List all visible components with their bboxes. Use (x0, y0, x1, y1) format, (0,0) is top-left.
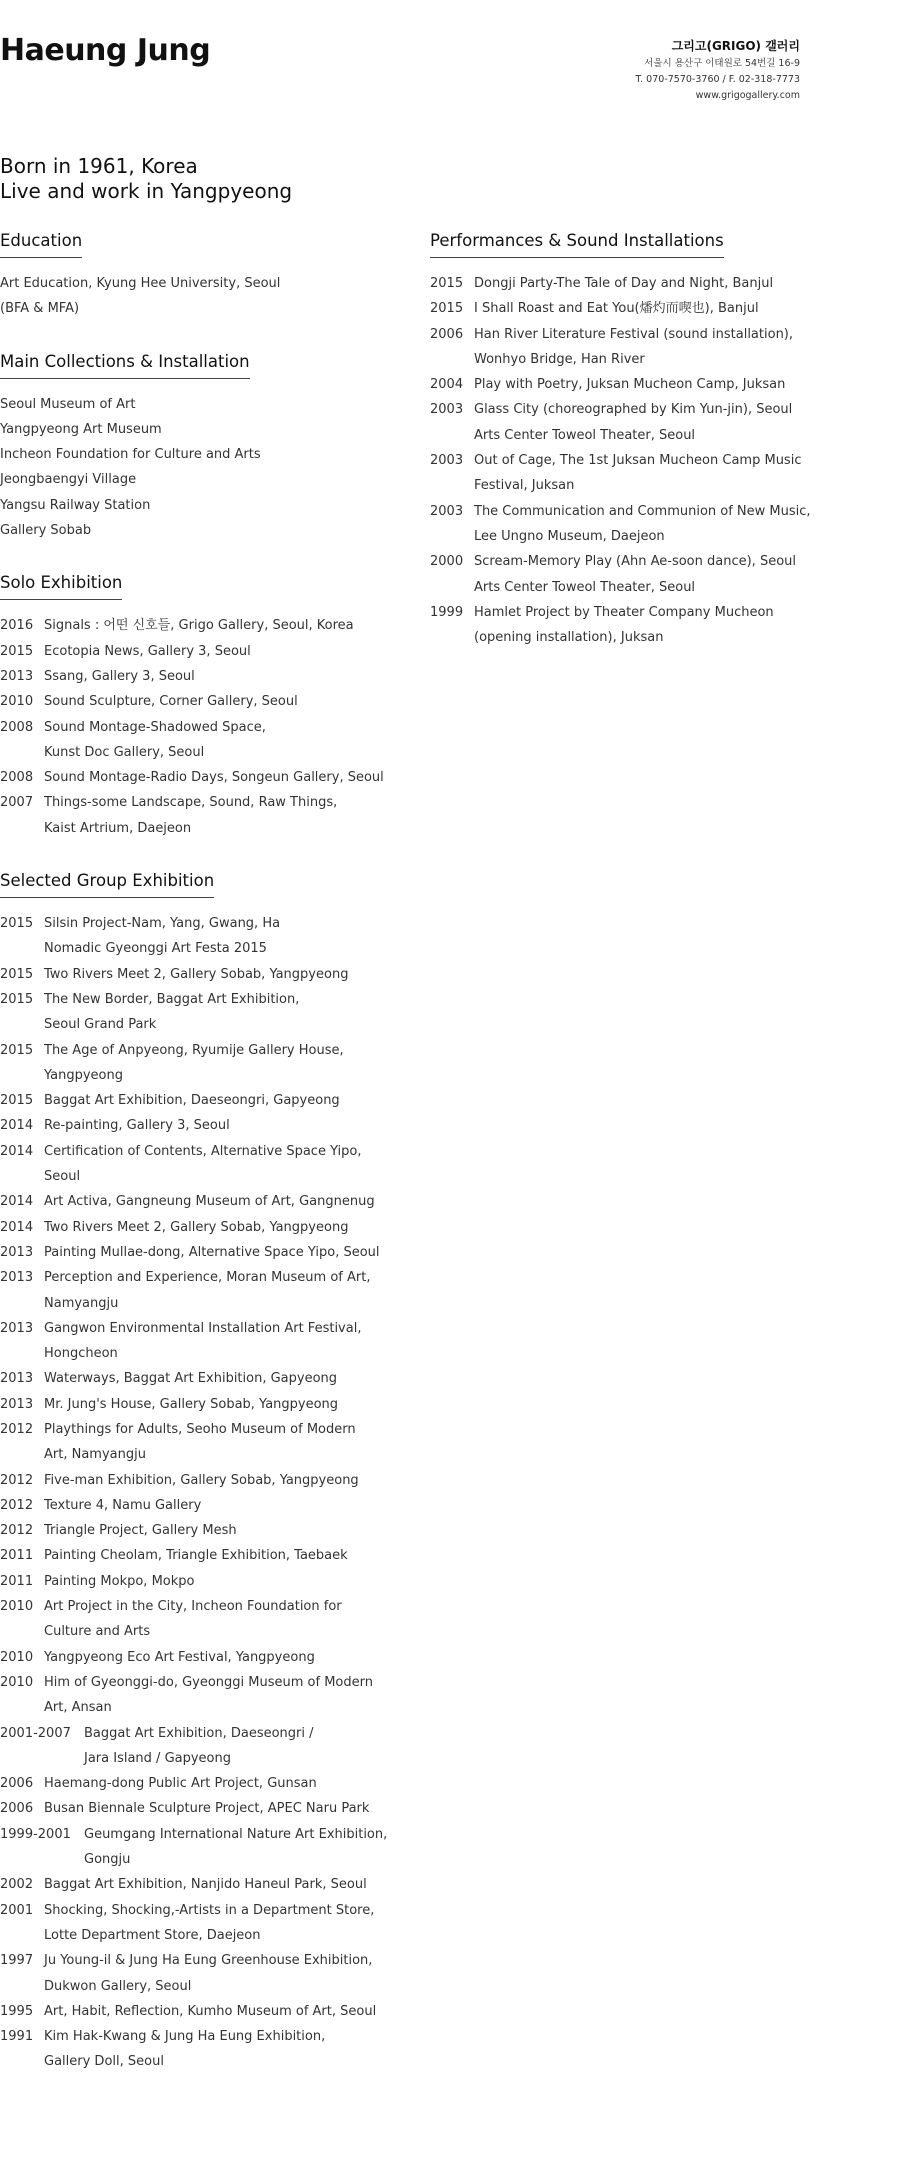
list-item: Yangpyeong Art Museum (0, 421, 162, 437)
entry-line: Art, Ansan (44, 1700, 112, 1716)
entry-line: Ju Young-il & Jung Ha Eung Greenhouse Exhibition, (44, 1953, 373, 1969)
list-item (0, 1645, 400, 1670)
entry-text (474, 600, 830, 651)
list-item (0, 1518, 400, 1543)
entry-line: Arts Center Toweol Theater, Seoul (474, 427, 696, 443)
entry-text (44, 987, 400, 1038)
list-item: Incheon Foundation for Culture and Arts (0, 447, 261, 463)
entry-year: 2012 (0, 1421, 34, 1437)
entry-year: 2011 (0, 1548, 34, 1564)
entry-line: Painting Mullae-dong, Alternative Space Yipo, Seoul (44, 1244, 380, 1260)
entry-text (44, 1872, 400, 1897)
list-item (430, 499, 830, 550)
list-item (0, 689, 400, 714)
entry-line: Scream-Memory Play (Ahn Ae-soon dance), Seoul (474, 554, 796, 570)
entry-line: The Age of Anpyeong, Ryumije Gallery House, (44, 1042, 344, 1058)
entry-line: Ssang, Gallery 3, Seoul (44, 668, 195, 684)
list-item: Gallery Sobab (0, 523, 92, 539)
entry-line: Texture 4, Namu Gallery (44, 1497, 202, 1513)
entry-year: 2013 (0, 1371, 34, 1387)
entry-line: Culture and Arts (44, 1624, 151, 1640)
entry-line: Ecotopia News, Gallery 3, Seoul (44, 643, 251, 659)
list-item (0, 1088, 400, 1113)
entry-text (474, 322, 830, 373)
entry-line: Haemang-dong Public Art Project, Gunsan (44, 1776, 317, 1792)
list-item (0, 1240, 400, 1265)
list-item (0, 715, 400, 766)
performances-section (430, 231, 830, 650)
list-item (0, 613, 400, 638)
list-item (0, 1999, 400, 2024)
list-item (430, 600, 830, 651)
entry-line: Glass City (choreographed by Kim Yun-jin), Seoul (474, 402, 793, 418)
list-item (0, 911, 400, 962)
list-item (0, 1872, 400, 1897)
list-item (0, 962, 400, 987)
list-item (0, 1543, 400, 1568)
entry-text (44, 1645, 400, 1670)
entry-line: Him of Gyeonggi-do, Gyeonggi Museum of Modern (44, 1674, 373, 1690)
entry-line: Painting Cheolam, Triangle Exhibition, Taebaek (44, 1548, 348, 1564)
entry-year: 2013 (0, 1320, 34, 1336)
entry-year: 2004 (430, 377, 464, 393)
entry-line: Baggat Art Exhibition, Nanjido Haneul Park, Seoul (44, 1877, 367, 1893)
entry-year: 2013 (0, 1270, 34, 1286)
entry-text (44, 1796, 400, 1821)
entry-text (44, 715, 400, 766)
list-item (0, 1569, 400, 1594)
gallery-contact (635, 36, 800, 104)
section-title: Selected Group Exhibition (0, 871, 214, 898)
entry-line: Geumgang International Nature Art Exhibition, (84, 1826, 388, 1842)
list-item: Art Education, Kyung Hee University, Seoul (0, 276, 281, 291)
entry-text (44, 962, 400, 987)
entry-text (474, 448, 830, 499)
bio-line: Born in 1961, Korea (0, 154, 198, 178)
list-item (0, 1898, 400, 1949)
entry-line: Five-man Exhibition, Gallery Sobab, Yangpyeong (44, 1472, 359, 1488)
entry-year: 2002 (0, 1877, 34, 1893)
entry-year: 2015 (0, 966, 34, 982)
entry-text (44, 1948, 400, 1999)
entry-text (474, 549, 830, 600)
list-item (0, 1721, 400, 1772)
list-item (0, 1468, 400, 1493)
gallery-phone: T. 070-7570-3760 / F. 02-318-7773 (635, 74, 800, 85)
entry-line: Triangle Project, Gallery Mesh (44, 1523, 237, 1539)
entry-text (44, 639, 400, 664)
list-item (0, 1948, 400, 1999)
right-column (430, 231, 830, 680)
collections-section (0, 352, 400, 544)
gallery-address: 서울시 용산구 이태원로 54번길 16-9 (644, 58, 800, 69)
entry-year: 2003 (430, 402, 464, 418)
entry-text (44, 1898, 400, 1949)
entry-text (44, 790, 400, 841)
entry-text (44, 1366, 400, 1391)
entry-line: Play with Poetry, Juksan Mucheon Camp, Juksan (474, 377, 786, 393)
list-item: Yangsu Railway Station (0, 497, 151, 513)
list-item (0, 1189, 400, 1214)
entry-text (474, 271, 830, 296)
gallery-name: 그리고(GRIGO) 갤러리 (671, 39, 800, 53)
performances-list (430, 271, 830, 650)
entry-text (44, 689, 400, 714)
list-item (0, 1796, 400, 1821)
list-item (0, 1113, 400, 1138)
list-item: Jeongbaengyi Village (0, 472, 137, 488)
entry-year: 2001-2007 (0, 1725, 71, 1741)
list-item (0, 1670, 400, 1721)
entry-year: 2008 (0, 770, 34, 786)
list-item (0, 1366, 400, 1391)
list-item (0, 1392, 400, 1417)
entry-line: Gangwon Environmental Installation Art Festival, (44, 1320, 362, 1336)
entry-line: Jara Island / Gapyeong (84, 1750, 231, 1766)
entry-text (44, 1543, 400, 1568)
artist-name: Haeung Jung (0, 33, 211, 68)
entry-text (44, 1518, 400, 1543)
entry-line: Kunst Doc Gallery, Seoul (44, 744, 205, 760)
entry-text (44, 911, 400, 962)
entry-year: 2015 (0, 643, 34, 659)
entry-line: Hamlet Project by Theater Company Mucheon (474, 604, 774, 620)
entry-text (44, 1139, 400, 1190)
education-section (0, 231, 400, 322)
entry-text (44, 1240, 400, 1265)
entry-year: 2012 (0, 1497, 34, 1513)
entry-text (44, 2024, 400, 2075)
gallery-website[interactable]: www.grigogallery.com (695, 90, 800, 101)
entry-line: Sound Sculpture, Corner Gallery, Seoul (44, 694, 298, 710)
entry-line: Art Activa, Gangneung Museum of Art, Gangnenug (44, 1194, 375, 1210)
entry-line: Painting Mokpo, Mokpo (44, 1573, 195, 1589)
entry-text (44, 1417, 400, 1468)
entry-text (44, 1771, 400, 1796)
entry-text (44, 1468, 400, 1493)
entry-year: 2012 (0, 1472, 34, 1488)
entry-line: Hongcheon (44, 1346, 118, 1362)
solo-exhibition-section (0, 573, 400, 841)
list-item (0, 1038, 400, 1089)
education-list (0, 271, 400, 322)
entry-line: Busan Biennale Sculpture Project, APEC Naru Park (44, 1801, 370, 1817)
list-item (0, 1316, 400, 1367)
entry-year: 2010 (0, 1599, 34, 1615)
entry-year: 2011 (0, 1573, 34, 1589)
list-item (0, 1417, 400, 1468)
entry-line: Art Project in the City, Incheon Foundation for (44, 1599, 342, 1615)
entry-year: 2013 (0, 668, 34, 684)
group-exhibition-list (0, 911, 400, 2075)
entry-year: 1999-2001 (0, 1826, 71, 1842)
entry-line: Lotte Department Store, Daejeon (44, 1927, 261, 1943)
entry-year: 2015 (0, 991, 34, 1007)
list-item (0, 1493, 400, 1518)
entry-line: Perception and Experience, Moran Museum of Art, (44, 1270, 371, 1286)
entry-text (44, 1493, 400, 1518)
entry-text (44, 1569, 400, 1594)
entry-year: 2014 (0, 1219, 34, 1235)
entry-year: 2012 (0, 1523, 34, 1539)
entry-line: Waterways, Baggat Art Exhibition, Gapyeong (44, 1371, 338, 1387)
list-item (0, 1594, 400, 1645)
entry-text (44, 613, 400, 638)
entry-year: 2014 (0, 1118, 34, 1134)
entry-line: Re-painting, Gallery 3, Seoul (44, 1118, 230, 1134)
entry-text (474, 499, 830, 550)
entry-year: 2015 (0, 1042, 34, 1058)
entry-year: 2014 (0, 1143, 34, 1159)
entry-line: Shocking, Shocking,-Artists in a Department Store, (44, 1902, 375, 1918)
entry-line: Two Rivers Meet 2, Gallery Sobab, Yangpyeong (44, 966, 349, 982)
list-item (0, 1215, 400, 1240)
entry-year: 1999 (430, 604, 464, 620)
entry-text (84, 1721, 400, 1772)
entry-text (44, 1265, 400, 1316)
entry-year: 2001 (0, 1902, 34, 1918)
entry-year: 2008 (0, 719, 34, 735)
entry-line: I Shall Roast and Eat You(燔灼而喫也), Banjul (474, 301, 759, 317)
section-title: Solo Exhibition (0, 573, 122, 600)
section-title: Education (0, 231, 82, 258)
list-item (0, 1822, 400, 1873)
list-item (0, 987, 400, 1038)
section-title: Performances & Sound Installations (430, 231, 724, 258)
list-item (0, 1771, 400, 1796)
list-item (430, 397, 830, 448)
entry-year: 2007 (0, 795, 34, 811)
entry-line: Wonhyo Bridge, Han River (474, 351, 645, 367)
entry-line: Two Rivers Meet 2, Gallery Sobab, Yangpyeong (44, 1219, 349, 1235)
list-item (430, 296, 830, 321)
entry-year: 2006 (0, 1776, 34, 1792)
entry-year: 2013 (0, 1396, 34, 1412)
entry-line: Things-some Landscape, Sound, Raw Things, (44, 795, 338, 811)
list-item (0, 639, 400, 664)
entry-line: Gongju (84, 1852, 131, 1868)
list-item (0, 765, 400, 790)
entry-year: 2000 (430, 554, 464, 570)
entry-line: Baggat Art Exhibition, Daeseongri, Gapyeong (44, 1093, 340, 1109)
entry-line: Dukwon Gallery, Seoul (44, 1978, 192, 1994)
entry-line: Yangpyeong Eco Art Festival, Yangpyeong (44, 1649, 315, 1665)
entry-line: Lee Ungno Museum, Daejeon (474, 528, 665, 544)
list-item (430, 322, 830, 373)
bio-line: Live and work in Yangpyeong (0, 179, 293, 203)
entry-text (44, 1189, 400, 1214)
entry-text (44, 1316, 400, 1367)
entry-line: Out of Cage, The 1st Juksan Mucheon Camp Music (474, 453, 802, 469)
entry-line: Art, Habit, Reflection, Kumho Museum of Art, Seoul (44, 2003, 377, 2019)
entry-line: Namyangju (44, 1295, 119, 1311)
section-title: Main Collections & Installation (0, 352, 250, 379)
entry-text (474, 296, 830, 321)
entry-line: The New Border, Baggat Art Exhibition, (44, 991, 300, 1007)
entry-text (474, 397, 830, 448)
entry-text (44, 1215, 400, 1240)
entry-line: Dongji Party-The Tale of Day and Night, Banjul (474, 276, 774, 291)
entry-line: Silsin Project-Nam, Yang, Gwang, Ha (44, 916, 281, 932)
entry-line: (opening installation), Juksan (474, 630, 664, 646)
list-item (430, 271, 830, 296)
entry-year: 2014 (0, 1194, 34, 1210)
entry-line: Kim Hak-Kwang & Jung Ha Eung Exhibition, (44, 2029, 326, 2045)
list-item: (BFA & MFA) (0, 301, 80, 317)
list-item (430, 549, 830, 600)
list-item: Seoul Museum of Art (0, 396, 136, 412)
entry-line: Art, Namyangju (44, 1447, 146, 1463)
entry-line: Gallery Doll, Seoul (44, 2054, 164, 2070)
entry-line: Seoul Grand Park (44, 1017, 157, 1033)
entry-year: 2003 (430, 453, 464, 469)
entry-line: Signals : 어떤 신호들, Grigo Gallery, Seoul, Korea (44, 618, 354, 634)
left-column (0, 231, 400, 2105)
entry-line: Sound Montage-Shadowed Space, (44, 719, 266, 735)
entry-year: 1997 (0, 1953, 34, 1969)
entry-year: 2015 (0, 1093, 34, 1109)
entry-text (44, 1088, 400, 1113)
list-item (430, 372, 830, 397)
entry-text (44, 1999, 400, 2024)
entry-text (84, 1822, 400, 1873)
entry-year: 2003 (430, 503, 464, 519)
entry-year: 2006 (430, 326, 464, 342)
list-item (0, 1265, 400, 1316)
entry-text (44, 1113, 400, 1138)
entry-line: Kaist Artrium, Daejeon (44, 820, 192, 836)
entry-year: 2010 (0, 694, 34, 710)
entry-line: Playthings for Adults, Seoho Museum of Modern (44, 1421, 356, 1437)
list-item (0, 664, 400, 689)
group-exhibition-section (0, 871, 400, 2075)
entry-year: 1995 (0, 2003, 34, 2019)
artist-bio (0, 154, 292, 204)
list-item (430, 448, 830, 499)
entry-year: 2015 (0, 916, 34, 932)
entry-year: 2006 (0, 1801, 34, 1817)
entry-text (44, 664, 400, 689)
entry-line: Festival, Juksan (474, 478, 575, 494)
entry-text (474, 372, 830, 397)
entry-line: Mr. Jung's House, Gallery Sobab, Yangpyeong (44, 1396, 339, 1412)
entry-line: Nomadic Gyeonggi Art Festa 2015 (44, 941, 267, 957)
entry-year: 2010 (0, 1674, 34, 1690)
entry-line: Han River Literature Festival (sound installation), (474, 326, 794, 342)
collections-list (0, 392, 400, 544)
entry-year: 2010 (0, 1649, 34, 1665)
entry-text (44, 1392, 400, 1417)
entry-year: 1991 (0, 2029, 34, 2045)
entry-text (44, 1594, 400, 1645)
entry-line: Sound Montage-Radio Days, Songeun Gallery, Seoul (44, 770, 384, 786)
entry-line: Yangpyeong (44, 1067, 123, 1083)
entry-year: 2013 (0, 1244, 34, 1260)
list-item (0, 1139, 400, 1190)
entry-line: Certification of Contents, Alternative Space Yipo, (44, 1143, 362, 1159)
list-item (0, 2024, 400, 2075)
entry-year: 2015 (430, 301, 464, 317)
entry-line: Seoul (44, 1169, 81, 1185)
list-item (0, 790, 400, 841)
solo-exhibition-list (0, 613, 400, 841)
entry-line: Baggat Art Exhibition, Daeseongri / (84, 1725, 314, 1741)
entry-text (44, 765, 400, 790)
entry-text (44, 1670, 400, 1721)
entry-text (44, 1038, 400, 1089)
entry-line: The Communication and Communion of New Music, (474, 503, 811, 519)
entry-year: 2015 (430, 276, 464, 291)
entry-year: 2016 (0, 618, 34, 634)
entry-line: Arts Center Toweol Theater, Seoul (474, 579, 696, 595)
